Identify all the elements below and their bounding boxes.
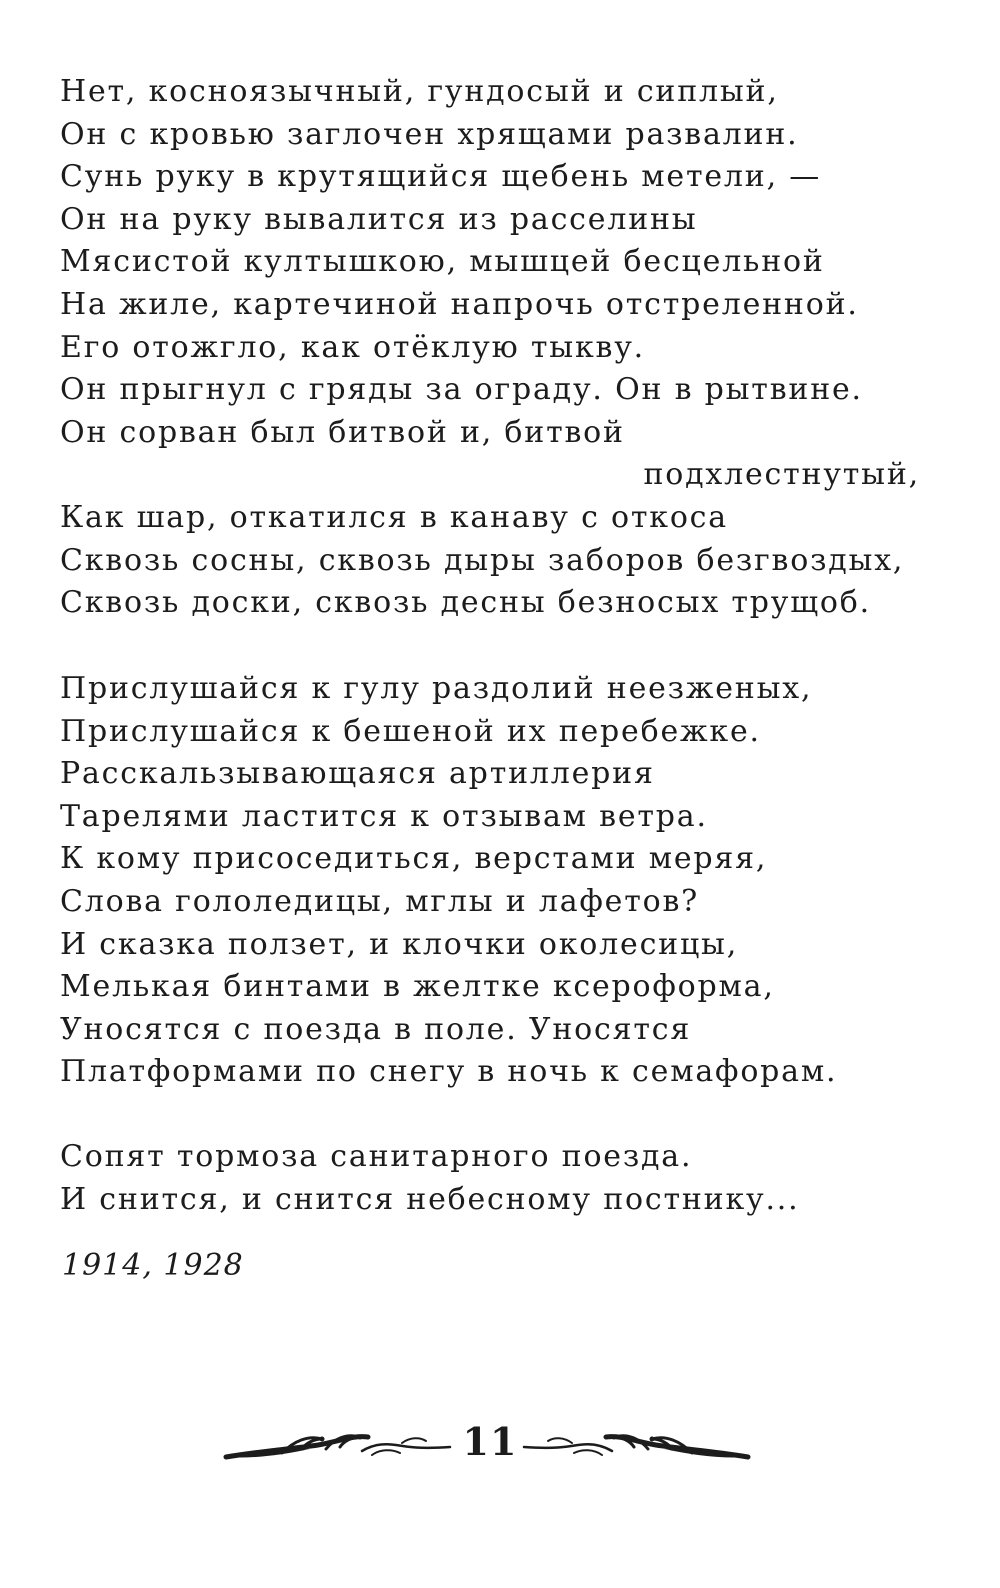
poem-line: Прислушайся к бешеной их перебежке.	[60, 713, 761, 749]
poem-line: Сквозь доски, сквозь десны безносых трущоб.	[60, 585, 871, 621]
poem-line: Мелькая бинтами в желтке ксероформа,	[60, 969, 775, 1005]
poem-line: Он прыгнул с гряды за ограду. Он в рытвине.	[60, 372, 863, 408]
poem-stanza-3	[60, 1136, 920, 1221]
poem-line-continuation: подхлестнутый,	[643, 457, 920, 493]
poem-line: Тарелями ластится к отзывам ветра.	[60, 798, 708, 834]
poem-line: Он сорван был битвой и, битвой	[60, 414, 625, 450]
poem-line: Платформами по снегу в ночь к семафорам.	[60, 1054, 838, 1090]
poem-line: Мясистой култышкою, мышцей бесцельной	[60, 244, 825, 280]
poem-line: Расскальзывающаяся артиллерия	[60, 756, 655, 792]
poem-stanza-1	[60, 71, 920, 625]
poem-line: Слова гололедицы, мглы и лафетов?	[60, 883, 700, 919]
poem-line: Нет, косноязычный, гундосый и сиплый,	[60, 74, 779, 109]
poem-line: Сунь руку в крутящийся щебень метели, —	[60, 159, 822, 195]
poem-line: Сопят тормоза санитарного поезда.	[60, 1139, 693, 1174]
poem-line: Он на руку вывалится из расселины	[60, 201, 698, 237]
flourish-ornament-right-icon	[520, 1427, 752, 1461]
poem-line: Он с кровью заглочен хрящами развалин.	[60, 116, 799, 152]
poem-line: На жиле, картечиной напрочь отстреленной.	[60, 286, 859, 322]
poem-line: Его отожгло, как отёклую тыкву.	[60, 329, 645, 365]
poem-line: Уносятся с поезда в поле. Уносятся	[60, 1011, 692, 1047]
poem-line: И снится, и снится небесному постнику...	[60, 1181, 800, 1217]
poem-line: К кому присоседиться, верстами меряя,	[60, 841, 768, 877]
poem-line: Прислушайся к гулу раздолий неезженых,	[60, 671, 813, 706]
poem-line: Как шар, откатился в канаву с откоса	[60, 499, 728, 535]
page-number: 11	[462, 1419, 518, 1464]
poem-date: 1914, 1928	[62, 1248, 244, 1283]
poem-line: И сказка ползет, и клочки околесицы,	[60, 926, 739, 962]
poem-stanza-2	[60, 668, 920, 1094]
poem-line: Сквозь сосны, сквозь дыры заборов безгвоздых,	[60, 542, 905, 578]
page-footer	[0, 1415, 1000, 1475]
flourish-ornament-left-icon	[222, 1427, 454, 1461]
